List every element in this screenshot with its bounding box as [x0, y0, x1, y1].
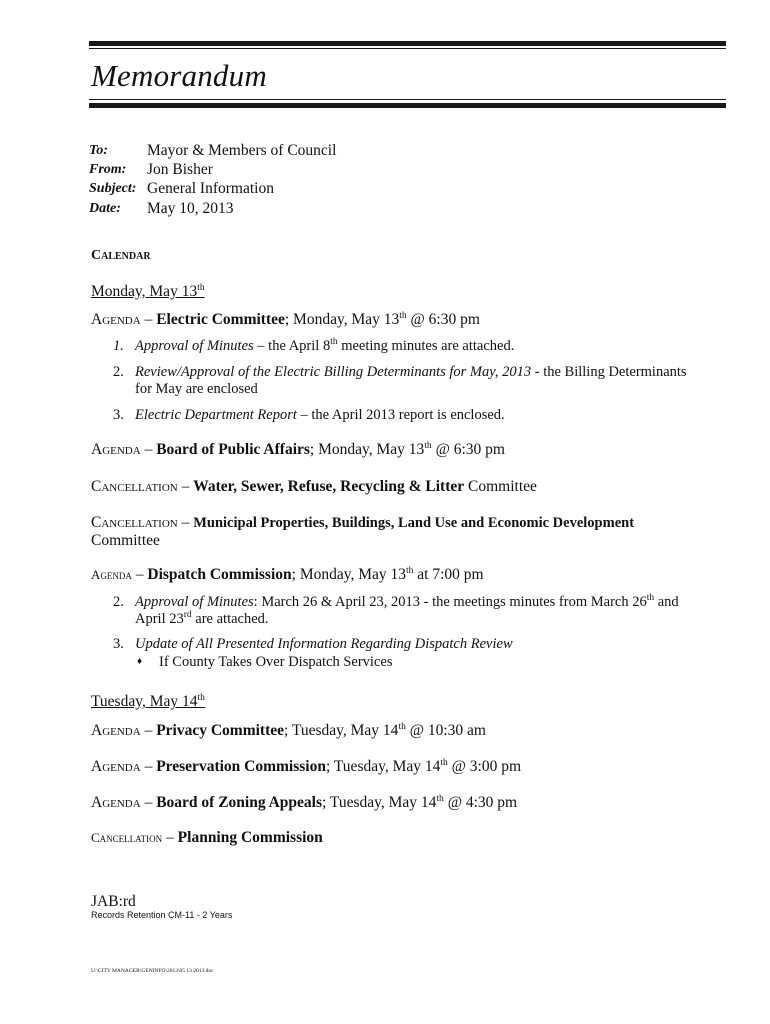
- cancellation-municipal-line2: Committee: [91, 532, 160, 549]
- file-path: U:\CITY MANAGER\GENINFO\2013\05 13 2013.doc: [91, 968, 214, 974]
- cancel-name: Water, Sewer, Refuse, Recycling & Litter: [193, 478, 465, 495]
- bpa-time: @ 6:30 pm: [431, 441, 505, 458]
- cancellation-prefix: Cancellation: [91, 514, 178, 531]
- privacy-when: ; Tuesday, May 14: [284, 722, 399, 739]
- electric-committee-name: Electric Committee: [156, 311, 285, 328]
- title-rule-thick: [89, 103, 726, 108]
- dash: –: [140, 758, 157, 775]
- item-number: 2.: [113, 364, 124, 380]
- agenda-prefix: Agenda: [91, 441, 141, 458]
- dash: –: [140, 794, 157, 811]
- top-rule-thin: [89, 48, 726, 49]
- dash: –: [140, 441, 157, 458]
- cancellation-prefix: Cancellation: [91, 478, 178, 495]
- preservation-when: ; Tuesday, May 14: [325, 758, 441, 775]
- zoning-agenda: [91, 793, 517, 813]
- item-number: 1.: [113, 338, 124, 354]
- dash: –: [140, 311, 157, 328]
- calendar-heading: Calendar: [91, 248, 151, 263]
- line2-tail: are attached.: [191, 611, 269, 627]
- sup: th: [406, 566, 414, 576]
- electric-item-3: [113, 405, 505, 425]
- sup: th: [399, 311, 407, 321]
- dispatch-item-2-line2: [135, 609, 269, 629]
- dispatch-name: Dispatch Commission: [147, 566, 292, 583]
- item-text-b: meeting minutes are attached.: [337, 338, 515, 354]
- preservation-name: Preservation Commission: [156, 758, 326, 775]
- zoning-when: ; Tuesday, May 14: [322, 794, 437, 811]
- item-tail: and: [654, 594, 679, 610]
- title-rule-thin: [89, 99, 726, 100]
- dash: –: [131, 566, 148, 583]
- sup: th: [436, 794, 444, 804]
- cancellation-prefix: Cancellation: [91, 830, 163, 845]
- bpa-when: ; Monday, May 13: [309, 441, 425, 458]
- tuesday-heading-text: Tuesday, May 14: [91, 693, 198, 710]
- electric-item-2-line2: for May are enclosed: [135, 381, 258, 397]
- item-title: Update of All Presented Information Regarding Dispatch Review: [135, 636, 513, 652]
- item-title: Approval of Minutes: [135, 594, 254, 610]
- cancellation-planning: [91, 828, 323, 848]
- dash: –: [177, 478, 194, 495]
- sup: th: [330, 337, 338, 347]
- item-text: – the April 8: [253, 338, 331, 354]
- item-title: Electric Department Report: [135, 407, 297, 423]
- dash: –: [177, 514, 194, 531]
- bullet-text: If County Takes Over Dispatch Services: [159, 654, 393, 670]
- bpa-name: Board of Public Affairs: [156, 441, 310, 458]
- electric-agenda: [91, 310, 480, 330]
- bpa-agenda: [91, 440, 505, 460]
- item-number: 2.: [113, 594, 124, 610]
- tuesday-heading-sup: th: [197, 693, 205, 703]
- zoning-time: @ 4:30 pm: [443, 794, 518, 811]
- agenda-prefix: Agenda: [91, 722, 141, 739]
- date-label: Date:: [89, 201, 121, 216]
- item-text: - the Billing Determinants: [531, 364, 687, 380]
- sup: rd: [183, 610, 192, 620]
- subject-value: General Information: [147, 180, 274, 197]
- item-text: – the April 2013 report is enclosed.: [296, 407, 505, 423]
- dispatch-agenda: [91, 565, 484, 585]
- to-label: To:: [89, 143, 108, 158]
- cancellation-municipal: [91, 513, 634, 533]
- records-retention: Records Retention CM-11 - 2 Years: [91, 910, 233, 920]
- memo-title: Memorandum: [91, 58, 267, 93]
- sup: th: [440, 758, 448, 768]
- privacy-name: Privacy Committee: [156, 722, 285, 739]
- top-rule-thick: [89, 41, 726, 46]
- dispatch-bullet: [137, 652, 392, 672]
- agenda-prefix: Agenda: [91, 567, 132, 582]
- item-text: : March 26 & April 23, 2013 - the meetings minutes from March 26: [253, 594, 647, 610]
- dispatch-when: ; Monday, May 13: [291, 566, 407, 583]
- to-value: Mayor & Members of Council: [147, 142, 337, 159]
- monday-heading-sup: th: [197, 283, 205, 293]
- sup: th: [398, 722, 406, 732]
- diamond-bullet-icon: ♦: [137, 656, 143, 667]
- dispatch-time: at 7:00 pm: [413, 566, 484, 583]
- electric-when: ; Monday, May 13: [284, 311, 400, 328]
- sup: th: [646, 593, 655, 603]
- dispatch-item-3: [113, 634, 513, 654]
- planning-name: Planning Commission: [177, 829, 323, 846]
- privacy-agenda: [91, 721, 486, 741]
- subject-label: Subject:: [89, 181, 137, 196]
- monday-heading-text: Monday, May 13: [91, 283, 198, 300]
- from-value: Jon Bisher: [147, 161, 213, 178]
- monday-heading: [91, 282, 205, 302]
- dash: –: [162, 829, 178, 846]
- tuesday-heading: [91, 692, 205, 712]
- date-value: May 10, 2013: [147, 200, 234, 217]
- item-title: Approval of Minutes: [135, 338, 254, 354]
- preservation-agenda: [91, 757, 521, 777]
- cancellation-water: [91, 477, 537, 497]
- item-number: 3.: [113, 636, 124, 652]
- agenda-prefix: Agenda: [91, 758, 141, 775]
- cancel-suffix: Committee: [464, 478, 537, 495]
- initials: JAB:rd: [91, 893, 136, 910]
- sup: th: [424, 441, 432, 451]
- agenda-prefix: Agenda: [91, 794, 141, 811]
- preservation-time: @ 3:00 pm: [447, 758, 522, 775]
- electric-time: @ 6:30 pm: [406, 311, 480, 328]
- from-label: From:: [89, 162, 127, 177]
- cancel-name: Municipal Properties, Buildings, Land Use and Economic Development: [193, 515, 635, 531]
- item-title: Review/Approval of the Electric Billing Determinants for May, 2013: [135, 364, 532, 380]
- electric-item-1: [113, 336, 514, 356]
- line2-text: April 23: [135, 611, 184, 627]
- zoning-name: Board of Zoning Appeals: [156, 794, 323, 811]
- dash: –: [140, 722, 157, 739]
- agenda-prefix: Agenda: [91, 311, 141, 328]
- privacy-time: @ 10:30 am: [405, 722, 486, 739]
- item-number: 3.: [113, 407, 124, 423]
